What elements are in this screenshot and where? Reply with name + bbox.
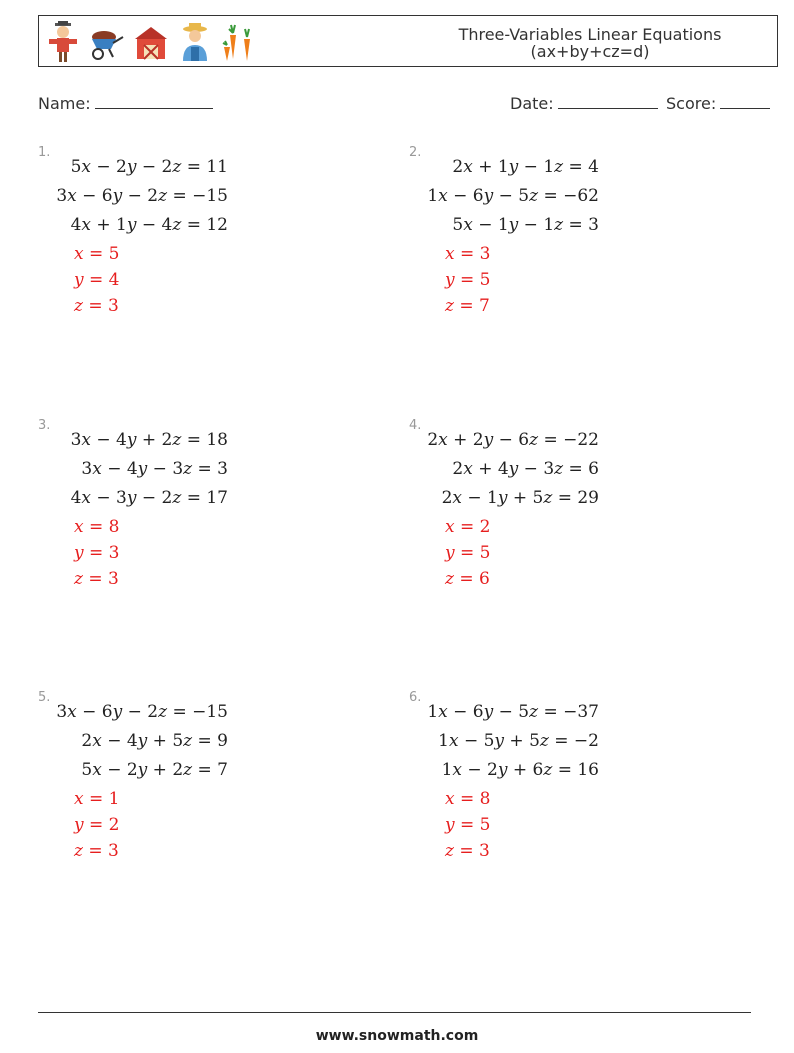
score-field[interactable] — [666, 93, 770, 113]
equation-term: − 3 — [518, 459, 555, 479]
solution-line — [74, 838, 119, 864]
solution-variable: x — [445, 789, 455, 809]
equation-term: − 6 — [76, 186, 113, 206]
solution-variable: z — [445, 841, 454, 861]
equation-term: − 4 — [136, 215, 173, 235]
equation-variable: z — [554, 215, 564, 235]
solution-line — [445, 786, 490, 812]
solution-variable: y — [74, 270, 84, 290]
equation-term: 2 — [452, 459, 464, 479]
problem-number: 1. — [38, 145, 51, 160]
solution-list — [74, 241, 119, 319]
equation-line — [409, 484, 599, 513]
wheelbarrow-icon — [89, 21, 125, 63]
solution-line — [445, 267, 490, 293]
solution-variable: z — [74, 296, 83, 316]
equation-variable: x — [438, 702, 448, 722]
equation-term: − 4 — [90, 430, 127, 450]
solution-value: = 3 — [83, 543, 120, 563]
equation-variable: z — [158, 702, 168, 722]
equation-line — [409, 727, 599, 756]
equation-term: = −2 — [548, 731, 599, 751]
equation-term: − 2 — [461, 760, 498, 780]
equation-line — [409, 182, 599, 211]
equation-line — [409, 211, 599, 240]
equation-system — [38, 426, 228, 513]
equation-term: 2 — [81, 731, 93, 751]
equation-term: 3 — [70, 430, 82, 450]
equation-term: = 12 — [181, 215, 228, 235]
equation-variable: x — [463, 157, 473, 177]
title-block — [397, 26, 783, 60]
equation-term: 1 — [427, 186, 439, 206]
equation-variable: z — [529, 430, 539, 450]
equation-term: + 2 — [147, 760, 184, 780]
equation-term: + 2 — [447, 430, 484, 450]
solution-value: = 1 — [83, 789, 120, 809]
solution-value: = 4 — [83, 270, 120, 290]
problem-number: 3. — [38, 418, 51, 433]
solution-value: = 7 — [453, 296, 490, 316]
solution-list — [445, 786, 490, 864]
equation-variable: y — [126, 157, 137, 177]
equation-variable: y — [508, 215, 519, 235]
equation-term: 1 — [438, 731, 449, 751]
equation-term: 5 — [70, 157, 82, 177]
equation-variable: y — [126, 215, 137, 235]
farmer-icon — [177, 21, 213, 63]
equation-term: 2 — [452, 157, 464, 177]
equation-variable: z — [183, 459, 193, 479]
equation-line — [409, 698, 599, 727]
solution-line — [445, 293, 490, 319]
equation-line — [38, 182, 228, 211]
equation-term: + 5 — [147, 731, 184, 751]
solution-variable: y — [74, 815, 84, 835]
solution-variable: x — [74, 517, 84, 537]
equation-term: − 6 — [76, 702, 113, 722]
equation-term: − 5 — [493, 702, 530, 722]
solution-variable: z — [445, 569, 454, 589]
solution-value: = 3 — [82, 569, 119, 589]
equation-term: = −15 — [167, 702, 228, 722]
equation-term: − 5 — [493, 186, 530, 206]
equation-variable: y — [126, 488, 137, 508]
equation-term: − 1 — [461, 488, 498, 508]
equation-variable: y — [483, 430, 494, 450]
solution-line — [445, 812, 490, 838]
equation-variable: y — [483, 702, 494, 722]
solution-list — [74, 786, 119, 864]
footer-divider — [38, 1012, 751, 1013]
solution-line — [74, 540, 119, 566]
equation-variable: x — [81, 157, 91, 177]
equation-term: − 2 — [122, 186, 159, 206]
solution-value: = 5 — [454, 815, 491, 835]
equation-variable: x — [92, 459, 102, 479]
equation-term: + 5 — [507, 488, 544, 508]
equation-system — [409, 426, 599, 513]
equation-term: = 7 — [192, 760, 228, 780]
equation-term: 3 — [56, 186, 68, 206]
equation-variable: y — [497, 488, 508, 508]
equation-line — [38, 484, 228, 513]
equation-term: − 2 — [136, 488, 173, 508]
equation-system — [38, 698, 228, 785]
equation-term: + 2 — [136, 430, 173, 450]
equation-term: 4 — [70, 215, 82, 235]
equation-term: = 18 — [181, 430, 228, 450]
equation-term: − 4 — [101, 459, 138, 479]
equation-variable: z — [183, 760, 193, 780]
solution-value: = 2 — [454, 517, 491, 537]
solution-variable: x — [445, 244, 455, 264]
barn-icon — [133, 21, 169, 63]
equation-term: + 1 — [90, 215, 127, 235]
equation-variable: y — [126, 430, 137, 450]
equation-term: = 16 — [552, 760, 599, 780]
equation-term: − 2 — [101, 760, 138, 780]
equation-term: = −62 — [538, 186, 599, 206]
equation-term: − 4 — [101, 731, 138, 751]
equation-term: 4 — [70, 488, 82, 508]
name-line[interactable] — [95, 93, 213, 109]
solution-value: = 3 — [454, 244, 491, 264]
equation-variable: x — [92, 731, 102, 751]
equation-variable: x — [81, 215, 91, 235]
score-label: Score: — [666, 94, 717, 113]
equation-line — [38, 698, 228, 727]
equation-term: − 1 — [518, 157, 555, 177]
equation-variable: y — [137, 459, 148, 479]
equation-variable: z — [543, 488, 553, 508]
solution-variable: y — [445, 270, 455, 290]
equation-variable: x — [448, 731, 459, 751]
problem-number: 4. — [409, 418, 422, 433]
equation-variable: x — [452, 488, 462, 508]
equation-system — [409, 153, 599, 240]
equation-variable: z — [172, 157, 182, 177]
solution-variable: x — [74, 244, 84, 264]
equation-variable: y — [494, 731, 505, 751]
solution-value: = 3 — [453, 841, 490, 861]
solution-value: = 5 — [83, 244, 120, 264]
equation-line — [38, 455, 228, 484]
carrots-icon — [221, 21, 257, 63]
equation-term: = 29 — [552, 488, 599, 508]
equation-term: = 4 — [563, 157, 599, 177]
equation-term: = 3 — [192, 459, 228, 479]
equation-term: = 9 — [192, 731, 228, 751]
solution-line — [74, 812, 119, 838]
name-field[interactable] — [38, 93, 213, 113]
equation-term: 2 — [441, 488, 453, 508]
equation-variable: y — [137, 760, 148, 780]
equation-system — [409, 698, 599, 785]
equation-variable: x — [67, 186, 77, 206]
equation-variable: y — [112, 702, 123, 722]
equation-variable: y — [483, 186, 494, 206]
equation-term: − 3 — [90, 488, 127, 508]
equation-variable: x — [67, 702, 77, 722]
equation-line — [38, 426, 228, 455]
solution-line — [74, 514, 119, 540]
equation-line — [409, 153, 599, 182]
equation-variable: y — [497, 760, 508, 780]
equation-line — [38, 153, 228, 182]
equation-term: = 3 — [563, 215, 599, 235]
footer-url: www.snowmath.com — [315, 1028, 479, 1044]
solution-variable: x — [445, 517, 455, 537]
solution-variable: y — [445, 543, 455, 563]
solution-value: = 8 — [83, 517, 120, 537]
solution-line — [74, 267, 119, 293]
equation-variable: x — [463, 459, 473, 479]
equation-line — [409, 455, 599, 484]
date-line[interactable] — [558, 93, 658, 109]
equation-term: − 6 — [447, 186, 484, 206]
solution-list — [445, 241, 490, 319]
solution-line — [74, 293, 119, 319]
equation-term: = −15 — [167, 186, 228, 206]
equation-variable: x — [81, 430, 91, 450]
equation-variable: z — [539, 731, 549, 751]
solution-line — [445, 566, 490, 592]
solution-variable: y — [445, 815, 455, 835]
equation-term: 1 — [441, 760, 453, 780]
equation-term: − 2 — [90, 157, 127, 177]
equation-system — [38, 153, 228, 240]
equation-line — [38, 756, 228, 785]
solution-line — [74, 566, 119, 592]
equation-term: 2 — [427, 430, 439, 450]
date-label: Date: — [510, 94, 554, 113]
solution-value: = 5 — [454, 543, 491, 563]
equation-variable: z — [543, 760, 553, 780]
solution-value: = 3 — [82, 296, 119, 316]
equation-term: + 5 — [504, 731, 540, 751]
solution-line — [445, 514, 490, 540]
equation-variable: x — [452, 760, 462, 780]
equation-variable: x — [92, 760, 102, 780]
name-label: Name: — [38, 94, 91, 113]
equation-variable: z — [172, 215, 182, 235]
equation-variable: y — [508, 157, 519, 177]
problem-number: 2. — [409, 145, 422, 160]
equation-term: = −22 — [538, 430, 599, 450]
equation-term: = 6 — [563, 459, 599, 479]
solution-list — [445, 514, 490, 592]
equation-term: + 1 — [472, 157, 509, 177]
solution-value: = 3 — [82, 841, 119, 861]
equation-variable: y — [112, 186, 123, 206]
equation-term: − 6 — [447, 702, 484, 722]
equation-line — [409, 426, 599, 455]
problem-number: 6. — [409, 690, 422, 705]
equation-variable: z — [529, 186, 539, 206]
scarecrow-icon — [45, 21, 81, 63]
equation-line — [409, 756, 599, 785]
equation-variable: x — [438, 430, 448, 450]
equation-variable: z — [172, 488, 182, 508]
equation-term: − 6 — [493, 430, 530, 450]
equation-line — [38, 727, 228, 756]
solution-line — [445, 241, 490, 267]
solution-variable: x — [74, 789, 84, 809]
equation-term: 5 — [81, 760, 93, 780]
header-icons — [45, 20, 257, 64]
solution-line — [445, 540, 490, 566]
solution-line — [74, 241, 119, 267]
solution-line — [445, 838, 490, 864]
solution-list — [74, 514, 119, 592]
equation-term: + 4 — [472, 459, 509, 479]
solution-value: = 6 — [453, 569, 490, 589]
equation-term: − 5 — [458, 731, 495, 751]
equation-term: − 2 — [136, 157, 173, 177]
equation-term: − 3 — [147, 459, 184, 479]
equation-term: 1 — [427, 702, 439, 722]
equation-variable: x — [81, 488, 91, 508]
worksheet-title: Three-Variables Linear Equations — [458, 25, 722, 44]
date-field[interactable] — [510, 93, 658, 113]
equation-term: − 1 — [472, 215, 509, 235]
solution-value: = 8 — [454, 789, 491, 809]
equation-term: + 6 — [507, 760, 544, 780]
equation-term: = 17 — [181, 488, 228, 508]
score-line[interactable] — [720, 93, 770, 109]
equation-line — [38, 211, 228, 240]
equation-term: = 11 — [181, 157, 228, 177]
equation-variable: z — [158, 186, 168, 206]
solution-line — [74, 786, 119, 812]
equation-term: = −37 — [538, 702, 599, 722]
equation-variable: y — [137, 731, 148, 751]
solution-variable: z — [74, 841, 83, 861]
equation-variable: x — [438, 186, 448, 206]
equation-variable: z — [183, 731, 193, 751]
equation-term: − 2 — [122, 702, 159, 722]
equation-variable: z — [554, 157, 564, 177]
equation-term: − 1 — [518, 215, 555, 235]
equation-variable: x — [463, 215, 473, 235]
worksheet-subtitle: (ax+by+cz=d) — [530, 42, 650, 61]
equation-variable: z — [529, 702, 539, 722]
problem-number: 5. — [38, 690, 51, 705]
equation-variable: z — [172, 430, 182, 450]
solution-value: = 2 — [83, 815, 120, 835]
equation-term: 3 — [56, 702, 68, 722]
solution-value: = 5 — [454, 270, 491, 290]
equation-variable: y — [508, 459, 519, 479]
solution-variable: z — [74, 569, 83, 589]
equation-variable: z — [554, 459, 564, 479]
equation-term: 5 — [452, 215, 464, 235]
worksheet-header — [38, 15, 778, 67]
solution-variable: z — [445, 296, 454, 316]
solution-variable: y — [74, 543, 84, 563]
equation-term: 3 — [81, 459, 93, 479]
